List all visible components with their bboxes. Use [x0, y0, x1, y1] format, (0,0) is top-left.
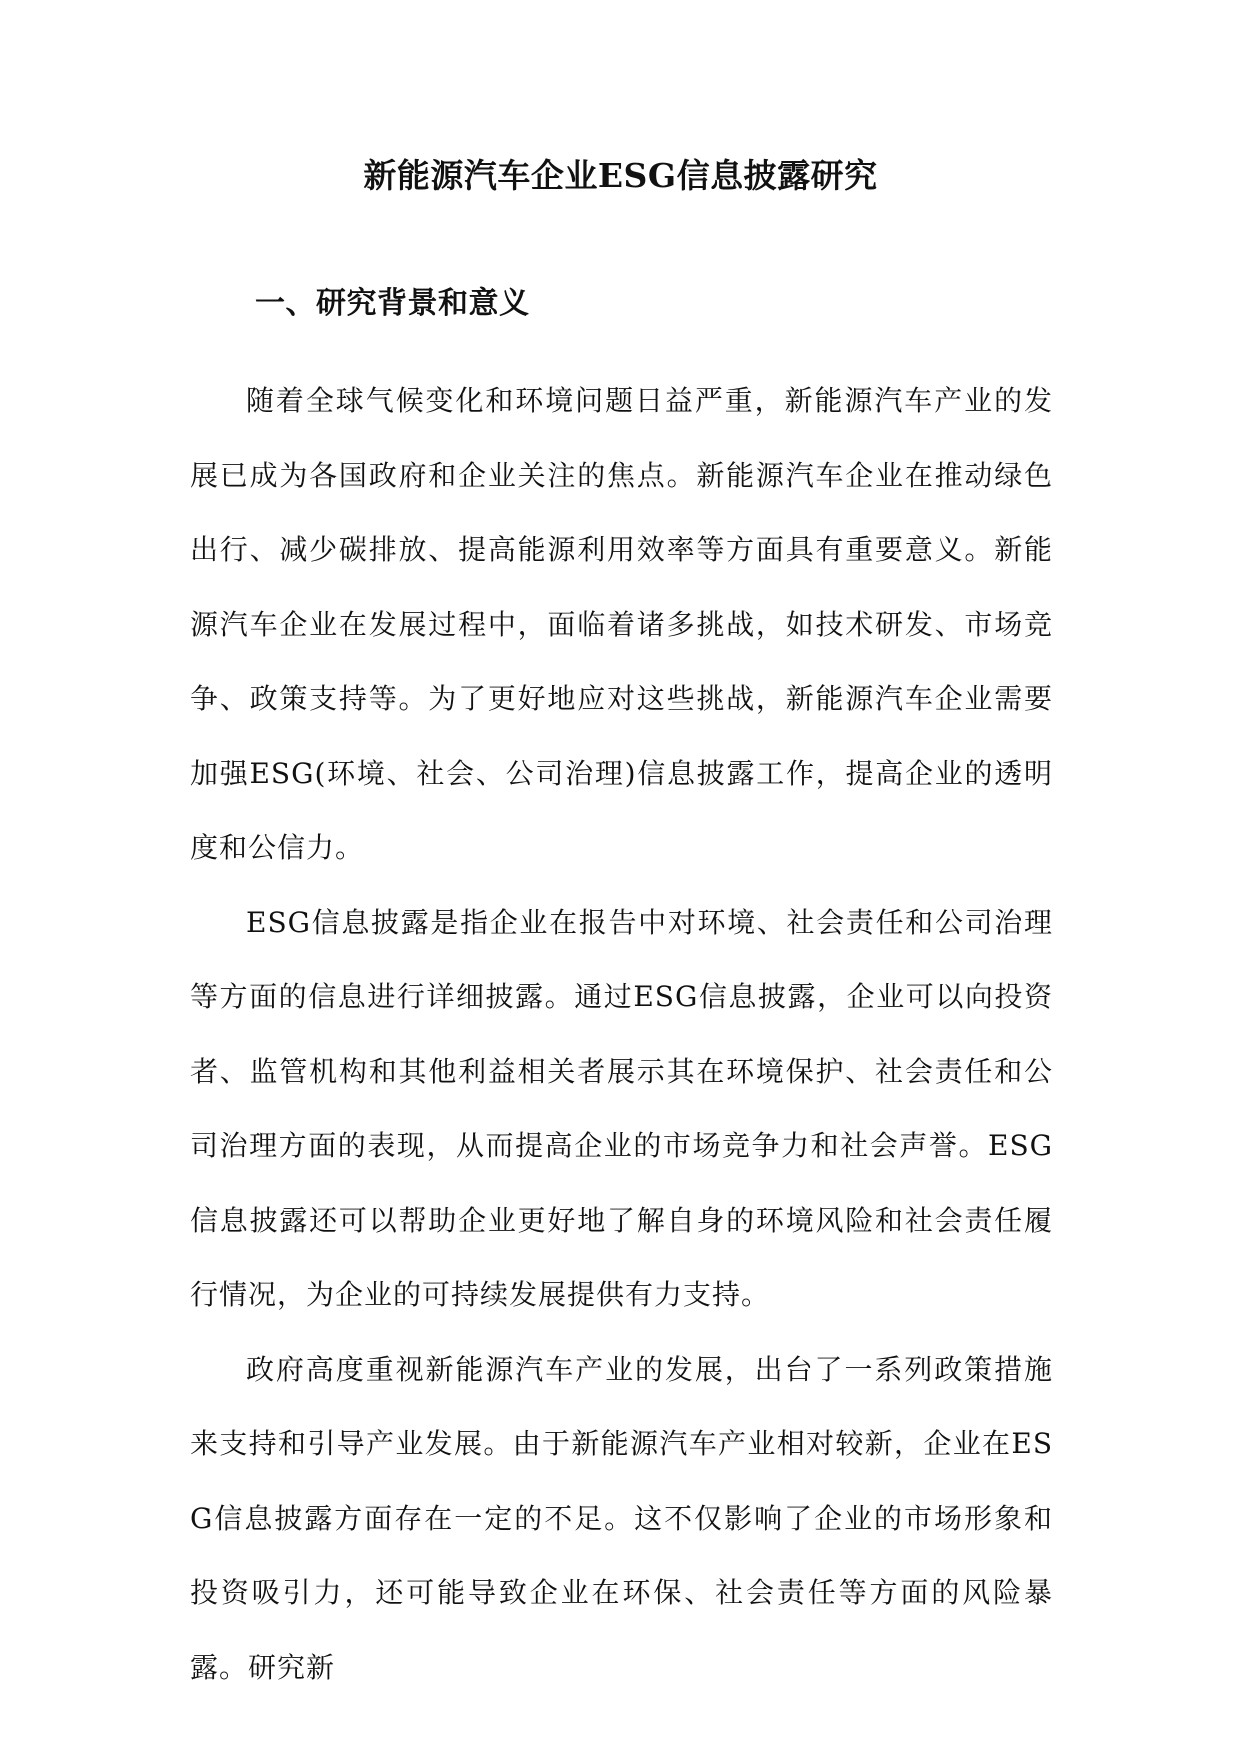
body-text	[190, 364, 1053, 1705]
paragraph-3: 政府高度重视新能源汽车产业的发展，出台了一系列政策措施来支持和引导产业发展。由于新能源汽车产业相对较新，企业在ESG信息披露方面存在一定的不足。这不仅影响了企业的市场形象和投资吸引力，还可能导致企业在环保、社会责任等方面的风险暴露。研究新	[190, 1352, 1053, 1684]
document-title: 新能源汽车企业ESG信息披露研究	[363, 156, 878, 195]
paragraph-2: ESG信息披露是指企业在报告中对环境、社会责任和公司治理等方面的信息进行详细披露。通过ESG信息披露，企业可以向投资者、监管机构和其他利益相关者展示其在环境保护、社会责任和公司治理方面的表现，从而提高企业的市场竞争力和社会声誉。ESG信息披露还可以帮助企业更好地了解自身的环境风险和社会责任履行情况，为企业的可持续发展提供有力支持。	[190, 905, 1053, 1311]
paragraph-1: 随着全球气候变化和环境问题日益严重，新能源汽车产业的发展已成为各国政府和企业关注的焦点。新能源汽车企业在推动绿色出行、减少碳排放、提高能源利用效率等方面具有重要意义。新能源汽车企业在发展过程中，面临着诸多挑战，如技术研发、市场竞争、政策支持等。为了更好地应对这些挑战，新能源汽车企业需要加强ESG(环境、社会、公司治理)信息披露工作，提高企业的透明度和公信力。	[190, 384, 1053, 864]
section-heading: 一、研究背景和意义	[255, 286, 530, 321]
